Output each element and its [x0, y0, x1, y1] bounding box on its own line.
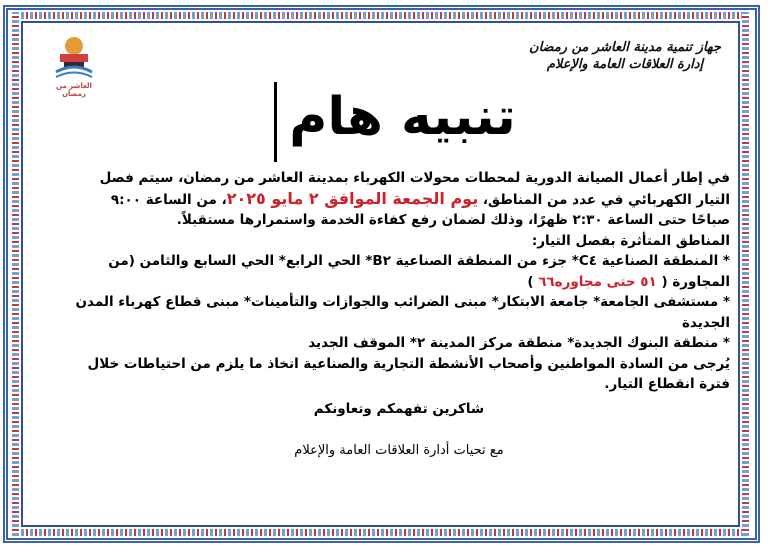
- border-strip-right: [742, 12, 749, 536]
- area-line-2: * مستشفى الجامعة* جامعة الابتكار* مبنى الضرائب والجوازات والتأمينات* مبنى قطاع كهرباء المدن الجديدة: [75, 294, 730, 331]
- notice-body: [68, 168, 730, 462]
- area-range-highlight: ٥١ حتى مجاوره٦٦: [538, 273, 657, 290]
- signature-line: مع تحيات أدارة العلاقات العامة والإعلام: [294, 443, 504, 458]
- intro-text: في إطار أعمال الصيانة الدورية لمحطات محولات الكهرباء بمدينة العاشر من رمضان، سيتم فصل التيار الكهربائي في عدد من المناطق،: [99, 170, 730, 208]
- border-strip-left: [12, 12, 19, 536]
- org-header: [520, 40, 730, 74]
- areas-heading: المناطق المتأثرة بفصل التيار:: [531, 232, 730, 249]
- org-name: جهاز تنمية مدينة العاشر من رمضان: [529, 40, 721, 55]
- city-logo-icon: [50, 32, 98, 82]
- intro-time-text: ، من الساعة ٩:٠٠ صباحًا حتى الساعة ٢:٣٠ ظهرًا، وذلك لضمان رفع كفاءة الخدمة واستمرارها مستقبلاً.: [110, 191, 730, 228]
- org-department: إدارة العلاقات العامة والإعلام: [546, 57, 704, 72]
- thanks-line: شاكرين تفهمكم وتعاونكم: [313, 400, 485, 417]
- area-line-1: [68, 251, 730, 292]
- border-strip-top: [12, 12, 749, 19]
- page-title: تنبيه هام: [289, 87, 516, 147]
- logo-caption: العاشر من رمضان: [56, 82, 92, 98]
- area-line-3: * منطقة البنوك الجديدة* منطقة مركز المدينة ٢* الموقف الجديد: [308, 335, 730, 351]
- border-strip-bottom: [12, 529, 749, 536]
- intro-paragraph: [68, 168, 730, 231]
- area-1-text: * المنطقة الصناعية C٤* جزء من المنطقة الصناعية B٢* الحي الرابع* الحي السابع والثامن (من المجاورة (: [108, 253, 730, 290]
- request-paragraph: يُرجى من السادة المواطنين وأصحاب الأنشطة التجارية والصناعية اتخاذ ما يلزم من احتياطات خلال فترة انقطاع التيار.: [87, 355, 730, 392]
- area-1-close: ): [527, 273, 539, 290]
- date-highlight: يوم الجمعة الموافق ٢ مايو ٢٠٢٥: [226, 188, 479, 208]
- title-divider: [274, 82, 277, 162]
